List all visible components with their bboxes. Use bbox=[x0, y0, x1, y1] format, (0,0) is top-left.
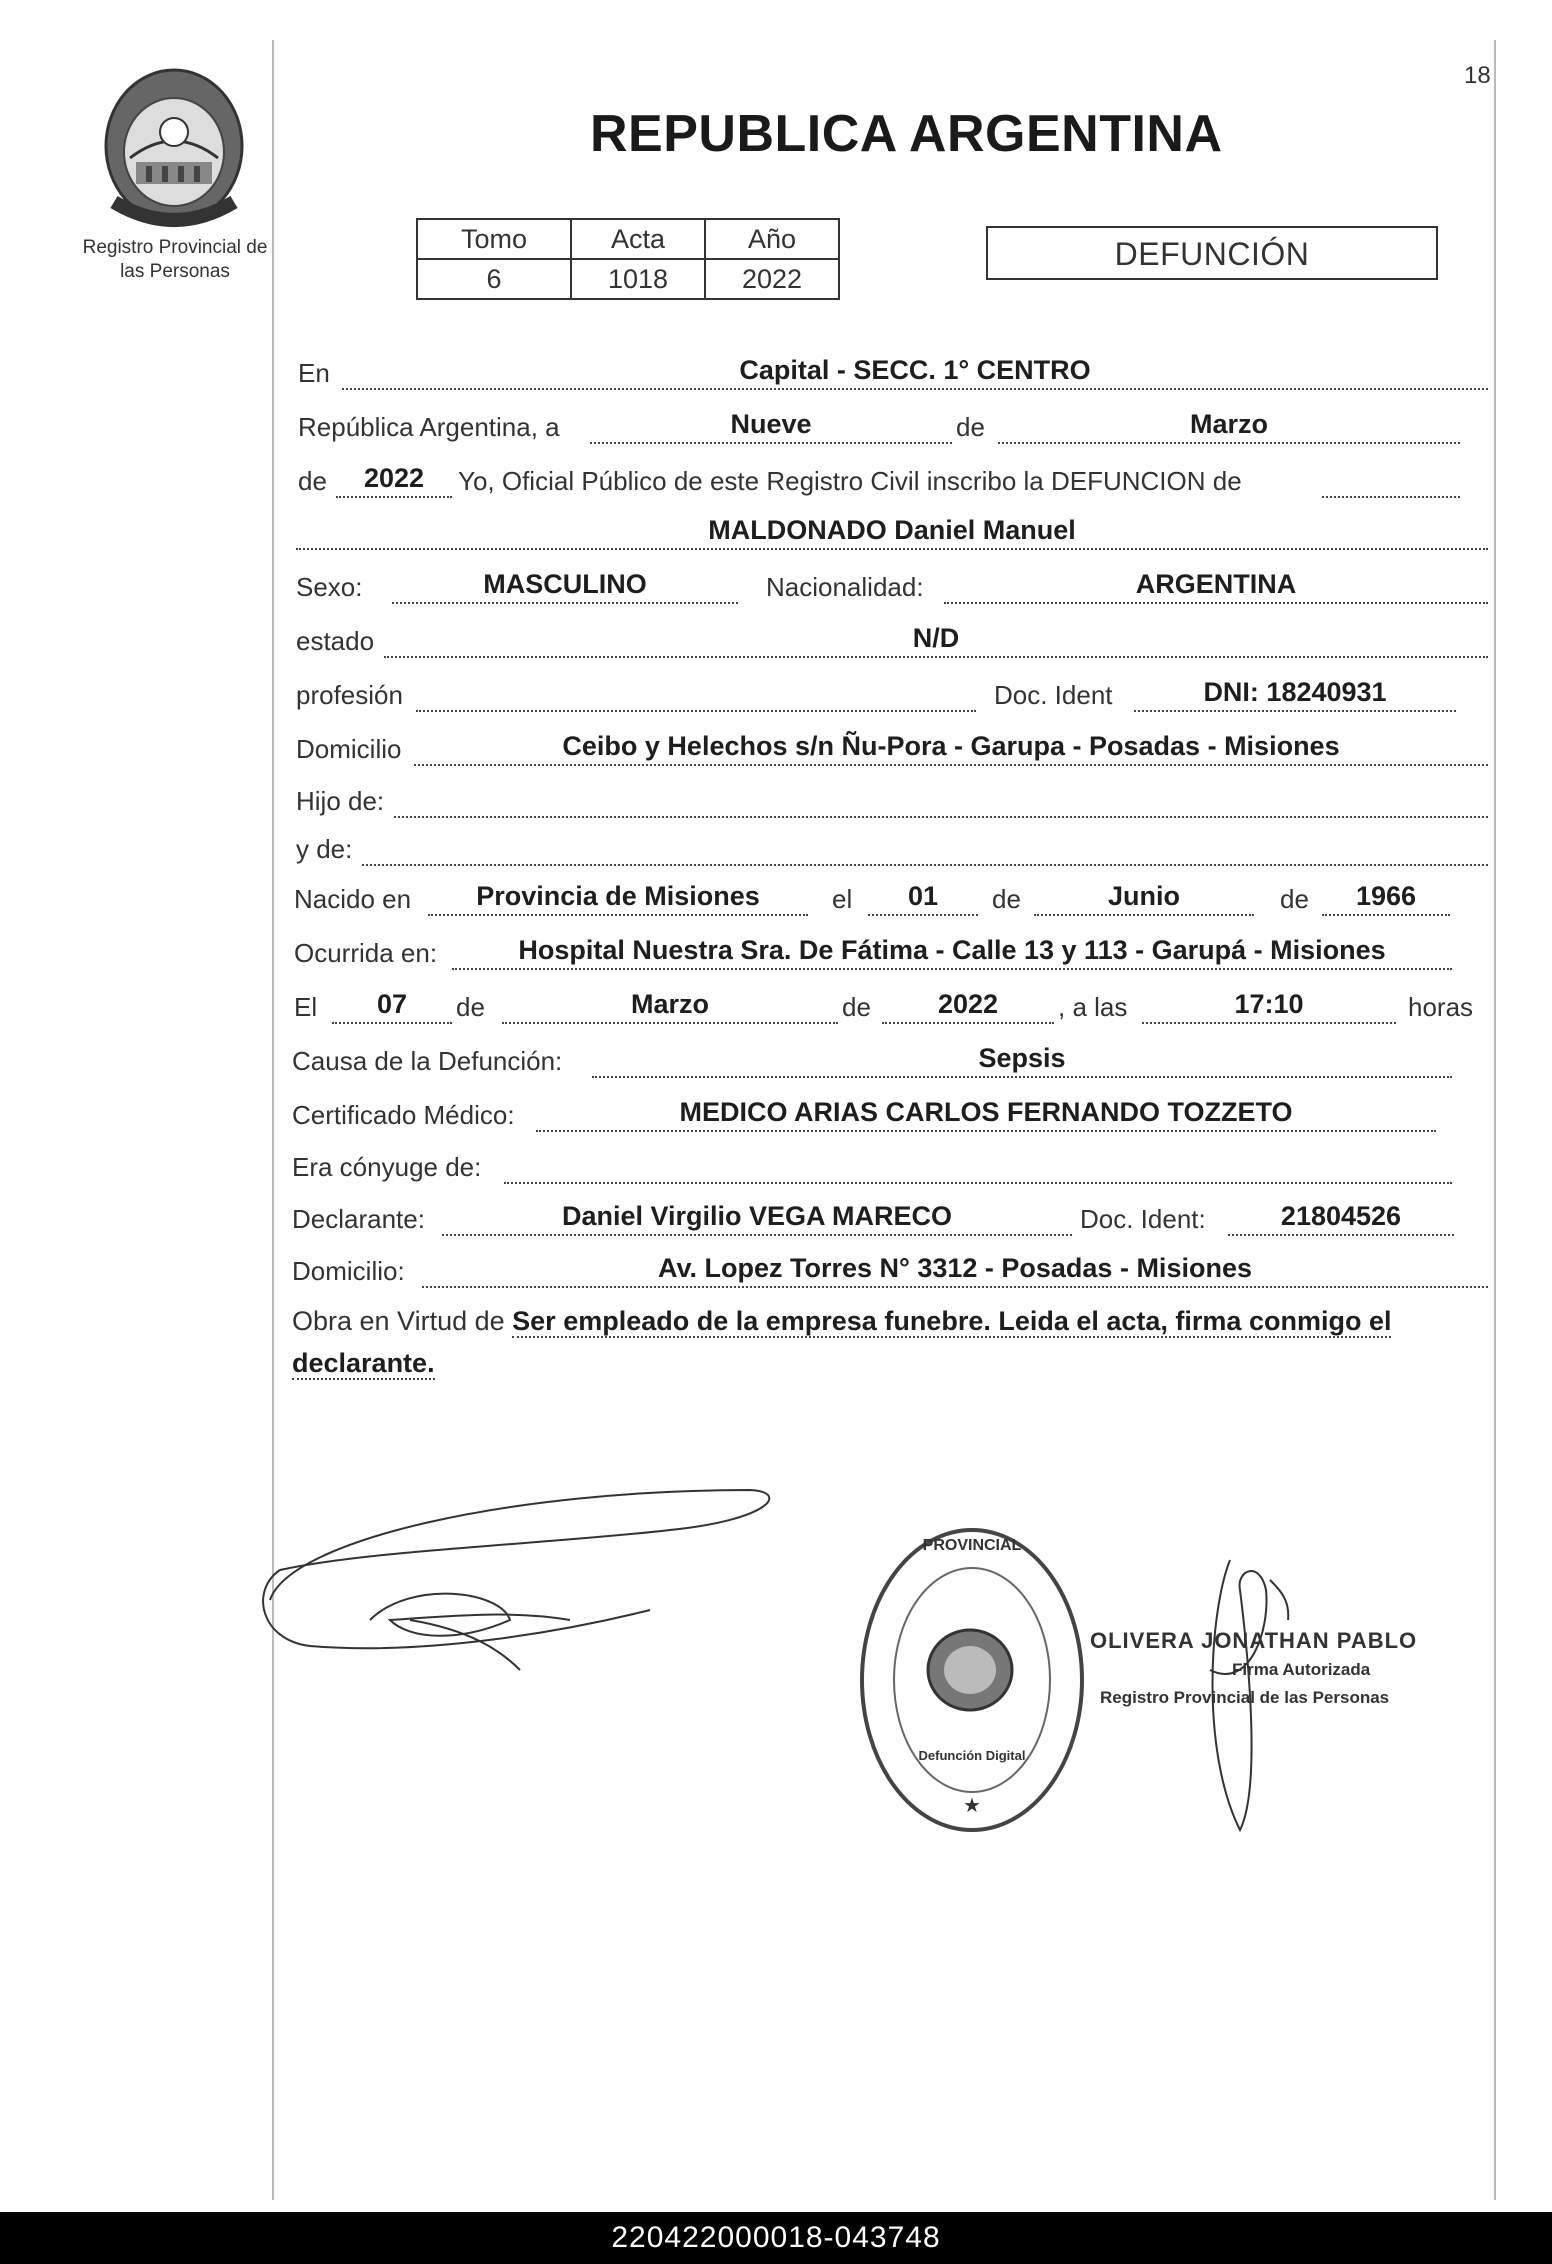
document-title: REPUBLICA ARGENTINA bbox=[590, 105, 1223, 163]
label-a-las: , a las bbox=[1058, 992, 1128, 1022]
official-stamp-role: Firma Autorizada bbox=[1232, 1660, 1371, 1679]
label-doc-ident: Doc. Ident bbox=[994, 680, 1113, 710]
field-profesion bbox=[416, 674, 976, 712]
field-ocurrida-en: Hospital Nuestra Sra. De Fátima - Calle 13 y 113 - Garupá - Misiones bbox=[452, 932, 1452, 970]
row-domicilio bbox=[292, 728, 1496, 768]
label-de-nac-anio: de bbox=[1280, 884, 1309, 914]
provincial-seal-logo bbox=[96, 62, 252, 232]
barcode-footer bbox=[0, 2212, 1552, 2264]
field-dia-texto: Nueve bbox=[590, 406, 952, 444]
label-nacionalidad: Nacionalidad: bbox=[766, 572, 924, 602]
official-stamp-org: Registro Provincial de las Personas bbox=[1100, 1688, 1390, 1707]
table-header-anio: Año bbox=[705, 219, 839, 259]
row-nombre bbox=[292, 512, 1496, 552]
row-domicilio-declarante bbox=[292, 1250, 1496, 1290]
row-y-de bbox=[292, 828, 1496, 868]
row-causa bbox=[292, 1040, 1496, 1080]
label-de-nac-mes: de bbox=[992, 884, 1021, 914]
field-domicilio: Ceibo y Helechos s/n Ñu-Pora - Garupa - Posadas - Misiones bbox=[414, 728, 1488, 766]
record-type-box: DEFUNCIÓN bbox=[986, 226, 1438, 280]
field-anio: 2022 bbox=[336, 460, 452, 498]
row-obra-en-virtud bbox=[292, 1300, 1488, 1384]
row-fecha-inscripcion bbox=[292, 406, 1496, 446]
field-nac-anio: 1966 bbox=[1322, 878, 1450, 916]
label-doc-ident-declarante: Doc. Ident: bbox=[1080, 1204, 1206, 1234]
row-sexo-nacionalidad bbox=[292, 566, 1496, 606]
field-estado-civil: N/D bbox=[384, 620, 1488, 658]
field-blank-oficial bbox=[1322, 460, 1460, 498]
label-conyuge: Era cónyuge de: bbox=[292, 1152, 482, 1182]
row-lugar bbox=[292, 352, 1496, 392]
label-el: el bbox=[832, 884, 853, 914]
field-declarante: Daniel Virgilio VEGA MARECO bbox=[442, 1198, 1072, 1236]
registry-caption-line1: Registro Provincial de bbox=[82, 237, 268, 258]
label-en: En bbox=[298, 358, 330, 388]
field-declarante-domicilio: Av. Lopez Torres N° 3312 - Posadas - Misiones bbox=[422, 1250, 1488, 1288]
table-value-tomo: 6 bbox=[417, 259, 571, 299]
row-conyuge bbox=[292, 1146, 1496, 1186]
field-sexo: MASCULINO bbox=[392, 566, 738, 604]
label-de-def-mes: de bbox=[456, 992, 485, 1022]
row-certificado bbox=[292, 1094, 1496, 1134]
field-certificado: MEDICO ARIAS CARLOS FERNANDO TOZZETO bbox=[536, 1094, 1436, 1132]
row-profesion-doc bbox=[292, 674, 1496, 714]
svg-text:★: ★ bbox=[963, 1793, 981, 1817]
field-y-de bbox=[362, 828, 1488, 866]
barcode-text: 220422000018-043748 bbox=[611, 2221, 941, 2254]
label-ocurrida-en: Ocurrida en: bbox=[294, 938, 438, 968]
label-republica: República Argentina, a bbox=[298, 412, 560, 442]
row-ocurrida-en bbox=[292, 932, 1496, 972]
declarant-signature bbox=[250, 1470, 810, 1690]
label-profesion: profesión bbox=[296, 680, 403, 710]
field-def-mes: Marzo bbox=[502, 986, 838, 1024]
left-margin-line bbox=[272, 40, 274, 2200]
field-causa: Sepsis bbox=[592, 1040, 1452, 1078]
field-conyuge bbox=[504, 1146, 1452, 1184]
official-stamp-name: OLIVERA JONATHAN PABLO bbox=[1090, 1628, 1418, 1653]
row-declarante bbox=[292, 1198, 1496, 1238]
table-value-anio: 2022 bbox=[705, 259, 839, 299]
label-causa: Causa de la Defunción: bbox=[292, 1046, 563, 1076]
record-reference-table bbox=[416, 218, 840, 300]
registry-caption bbox=[60, 236, 290, 284]
label-sexo: Sexo: bbox=[296, 572, 363, 602]
label-yo-oficial: Yo, Oficial Público de este Registro Civil inscribo la DEFUNCION de bbox=[458, 466, 1242, 496]
field-lugar: Capital - SECC. 1° CENTRO bbox=[342, 352, 1488, 390]
table-header-tomo: Tomo bbox=[417, 219, 571, 259]
field-nac-dia: 01 bbox=[868, 878, 978, 916]
label-nacido-en: Nacido en bbox=[294, 884, 412, 914]
field-declarante-doc: 21804526 bbox=[1228, 1198, 1454, 1236]
row-estado bbox=[292, 620, 1496, 660]
label-de-def-anio: de bbox=[842, 992, 871, 1022]
field-doc-ident: DNI: 18240931 bbox=[1134, 674, 1456, 712]
label-hijo-de: Hijo de: bbox=[296, 786, 385, 816]
page-number: 18 bbox=[1464, 62, 1491, 89]
field-def-anio: 2022 bbox=[882, 986, 1054, 1024]
label-horas: horas bbox=[1408, 992, 1474, 1022]
label-de: de bbox=[956, 412, 985, 442]
official-round-seal bbox=[852, 1520, 1092, 1840]
row-hijo-de bbox=[292, 780, 1496, 820]
field-obra: Ser empleado de la empresa funebre. Leida el acta, firma conmigo el declarante. bbox=[292, 1306, 1392, 1378]
field-nacionalidad: ARGENTINA bbox=[944, 566, 1488, 604]
row-fecha-defuncion bbox=[292, 986, 1496, 1026]
field-def-hora: 17:10 bbox=[1142, 986, 1396, 1024]
table-header-acta: Acta bbox=[571, 219, 705, 259]
registry-caption-line2: las Personas bbox=[120, 261, 230, 282]
row-nacimiento bbox=[292, 878, 1496, 918]
label-domicilio-declarante: Domicilio: bbox=[292, 1256, 405, 1286]
svg-text:PROVINCIAL: PROVINCIAL bbox=[922, 1537, 1022, 1554]
table-value-acta: 1018 bbox=[571, 259, 705, 299]
field-nombre-difunto: MALDONADO Daniel Manuel bbox=[296, 512, 1488, 550]
label-obra: Obra en Virtud de bbox=[292, 1306, 505, 1336]
field-nacido-en: Provincia de Misiones bbox=[428, 878, 808, 916]
label-certificado: Certificado Médico: bbox=[292, 1100, 515, 1130]
label-declarante: Declarante: bbox=[292, 1204, 425, 1234]
label-domicilio: Domicilio bbox=[296, 734, 402, 764]
label-el-cap: El bbox=[294, 992, 318, 1022]
field-mes-texto: Marzo bbox=[998, 406, 1460, 444]
field-def-dia: 07 bbox=[332, 986, 452, 1024]
field-hijo-de bbox=[394, 780, 1488, 818]
label-estado: estado bbox=[296, 626, 375, 656]
row-anio-oficial bbox=[292, 460, 1496, 500]
svg-text:Defunción Digital: Defunción Digital bbox=[918, 1748, 1026, 1763]
field-nac-mes: Junio bbox=[1034, 878, 1254, 916]
label-de-anio: de bbox=[298, 466, 327, 496]
label-y-de: y de: bbox=[296, 834, 353, 864]
